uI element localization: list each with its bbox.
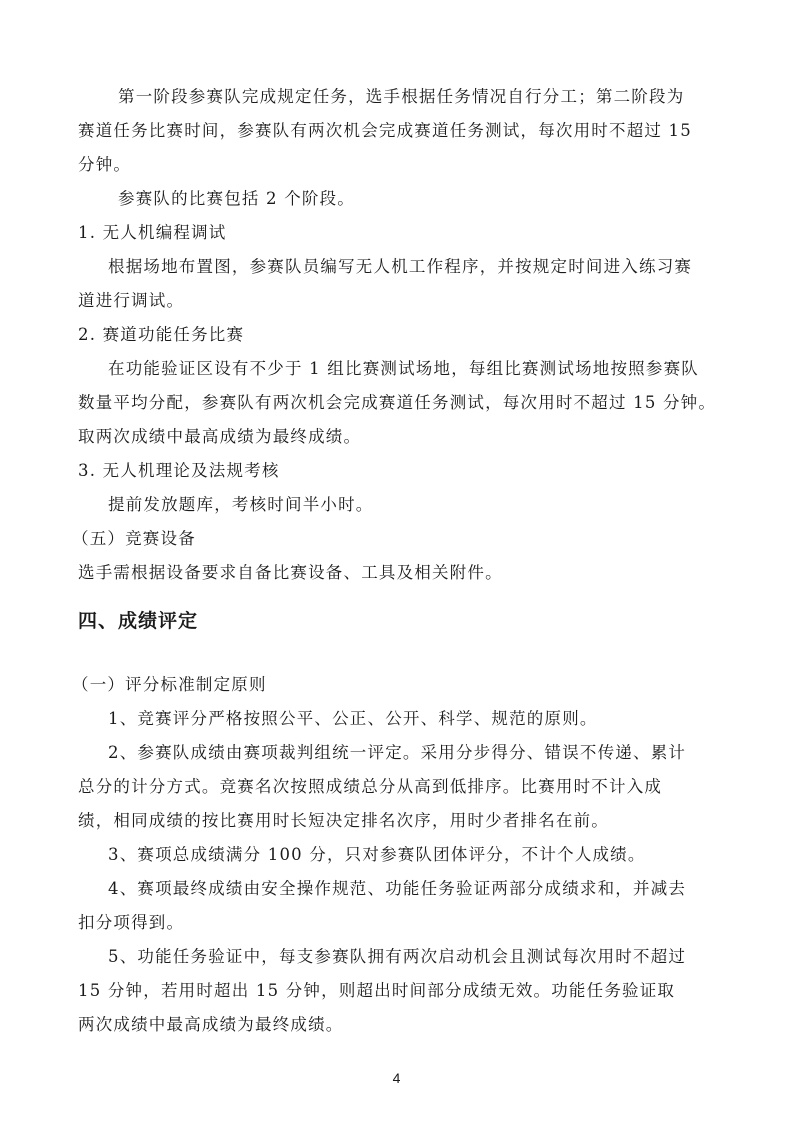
paragraph-line: 道进行调试。: [78, 291, 185, 310]
paragraph-line: 选手需根据设备要求自备比赛设备、工具及相关附件。: [78, 563, 503, 582]
subsection-title: （五）竞赛设备: [72, 529, 196, 548]
item-title: 3. 无人机理论及法规考核: [78, 461, 280, 480]
paragraph-line: 赛道任务比赛时间，参赛队有两次机会完成赛道任务测试，每次用时不超过 15: [78, 121, 692, 140]
rule-line: 4、赛项最终成绩由安全操作规范、功能任务验证两部分成绩求和，并减去: [108, 879, 687, 898]
subsection-title: （一）评分标准制定原则: [72, 675, 267, 694]
paragraph-line: 参赛队的比赛包括 2 个阶段。: [118, 189, 355, 208]
rule-line: 2、参赛队成绩由赛项裁判组统一评定。采用分步得分、错误不传递、累计: [108, 743, 687, 762]
rule-line: 15 分钟，若用时超出 15 分钟，则超出时间部分成绩无效。功能任务验证取: [78, 981, 676, 1000]
paragraph-line: 在功能验证区设有不少于 1 组比赛测试场地，每组比赛测试场地按照参赛队: [108, 359, 699, 378]
rule-line: 总分的计分方式。竞赛名次按照成绩总分从高到低排序。比赛用时不计入成: [78, 777, 663, 796]
paragraph-line: 分钟。: [78, 155, 132, 174]
rule-line: 扣分项得到。: [78, 913, 185, 932]
paragraph-line: 第一阶段参赛队完成规定任务，选手根据任务情况自行分工；第二阶段为: [118, 87, 685, 106]
rule-line: 3、赛项总成绩满分 100 分，只对参赛队团体评分，不计个人成绩。: [108, 845, 646, 864]
paragraph-line: 取两次成绩中最高成绩为最终成绩。: [78, 427, 362, 446]
page-number: 4: [392, 1070, 401, 1086]
rule-line: 5、功能任务验证中，每支参赛队拥有两次启动机会且测试每次用时不超过: [108, 947, 687, 966]
section-heading: 四、成绩评定: [78, 610, 199, 632]
rule-line: 1、竞赛评分严格按照公平、公正、公开、科学、规范的原则。: [108, 709, 598, 728]
rule-line: 两次成绩中最高成绩为最终成绩。: [78, 1015, 344, 1034]
rule-line: 绩，相同成绩的按比赛用时长短决定排名次序，用时少者排名在前。: [78, 811, 609, 830]
paragraph-line: 数量平均分配，参赛队有两次机会完成赛道任务测试，每次用时不超过 15 分钟。: [78, 393, 717, 412]
item-title: 1. 无人机编程调试: [78, 223, 227, 242]
paragraph-line: 提前发放题库，考核时间半小时。: [108, 495, 374, 514]
paragraph-line: 根据场地布置图，参赛队员编写无人机工作程序，并按规定时间进入练习赛: [108, 257, 693, 276]
item-title: 2. 赛道功能任务比赛: [78, 325, 245, 344]
